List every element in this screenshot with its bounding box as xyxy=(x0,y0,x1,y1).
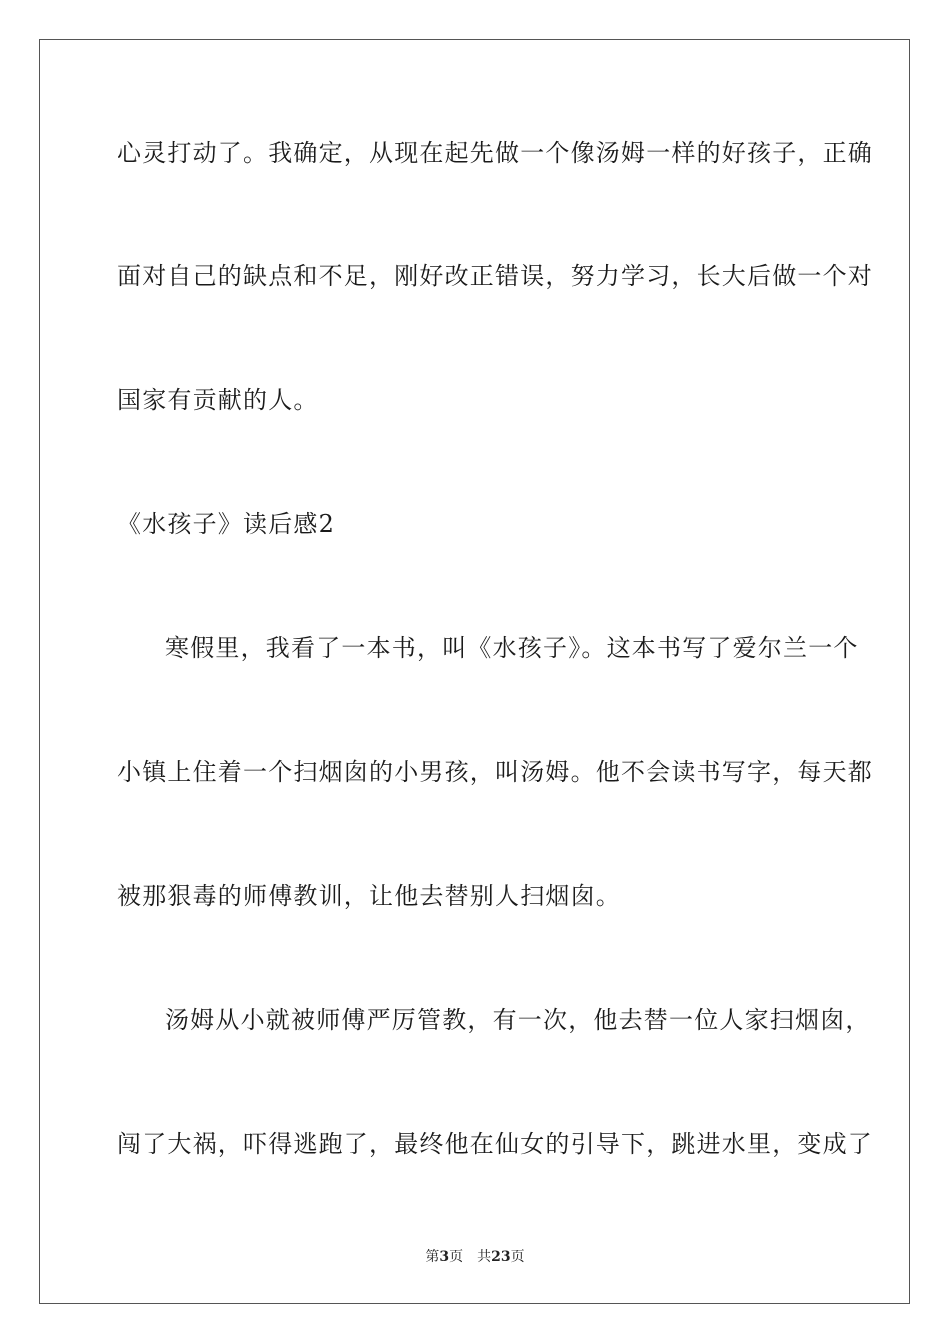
text-line-5: 寒假里，我看了一本书，叫《水孩子》。这本书写了爱尔兰一个 xyxy=(165,634,859,662)
text-line-9: 闯了大祸，吓得逃跑了，最终他在仙女的引导下，跳进水里，变成了 xyxy=(117,1130,873,1158)
text-line-8: 汤姆从小就被师傅严厉管教，有一次，他去替一位人家扫烟囱， xyxy=(165,1006,871,1034)
text-line-1: 心灵打动了。我确定，从现在起先做一个像汤姆一样的好孩子，正确 xyxy=(117,139,873,167)
page-suffix: 页 xyxy=(449,1249,464,1265)
section-heading: 《水孩子》读后感2 xyxy=(117,510,336,538)
text-line-3: 国家有贡献的人。 xyxy=(117,386,319,414)
current-page-number: 3 xyxy=(439,1249,450,1265)
text-line-6: 小镇上住着一个扫烟囱的小男孩，叫汤姆。他不会读书写字，每天都 xyxy=(117,758,873,786)
total-page-count: 23 xyxy=(491,1249,511,1265)
page-border xyxy=(39,39,910,1304)
total-suffix: 页 xyxy=(510,1249,525,1265)
text-line-7: 被那狠毒的师傅教训，让他去替别人扫烟囱。 xyxy=(117,882,621,910)
page-footer xyxy=(0,1247,950,1267)
text-line-2: 面对自己的缺点和不足，刚好改正错误，努力学习，长大后做一个对 xyxy=(117,262,873,290)
page-prefix: 第 xyxy=(425,1249,440,1265)
total-prefix: 共 xyxy=(477,1249,492,1265)
